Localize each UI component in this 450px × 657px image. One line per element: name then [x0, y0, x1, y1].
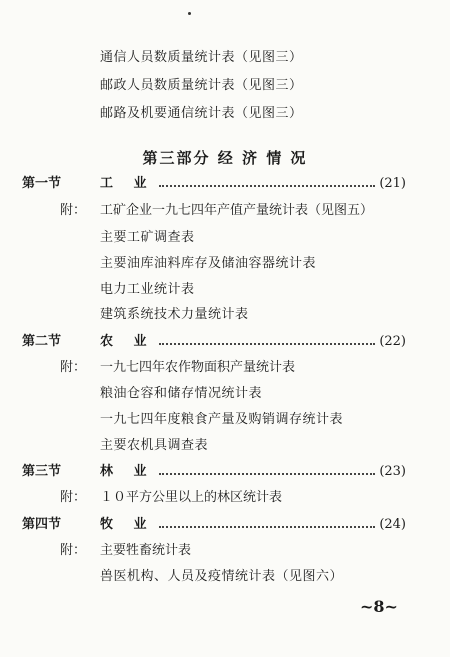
- list-item: 主要农机具调查表: [100, 438, 209, 453]
- list-item: 兽医机构、人员及疫情统计表（见图六）: [100, 569, 344, 584]
- section-page: (21): [379, 176, 406, 191]
- attachment-line: [60, 203, 373, 219]
- section-label: 第四节: [22, 517, 62, 532]
- section-label: 第三节: [22, 464, 62, 479]
- section-title: 林 业: [100, 464, 155, 479]
- list-item: 工矿企业一九七四年产值产量统计表（见图五）: [100, 203, 374, 218]
- attachment-line: [60, 490, 282, 506]
- leader-dots: [159, 472, 376, 475]
- section-title: 工 业: [100, 176, 155, 191]
- list-item: １０平方公里以上的林区统计表: [100, 490, 283, 505]
- section-page: (24): [379, 517, 406, 532]
- section-title: 牧 业: [100, 517, 155, 532]
- list-item: 粮油仓容和储存情况统计表: [100, 386, 263, 401]
- part-heading: 第三部分 经 济 情 况: [142, 149, 308, 167]
- attach-label: 附：: [60, 360, 87, 375]
- list-item: 一九七四年农作物面积产量统计表: [100, 360, 296, 375]
- attachment-line: [60, 543, 191, 559]
- list-item: 通信人员数质量统计表（见图三）: [100, 50, 303, 65]
- section-label: 第二节: [22, 334, 62, 349]
- attachment-line: [60, 360, 295, 376]
- speck-mark: [188, 12, 191, 15]
- attach-label: 附：: [60, 543, 87, 558]
- list-item: 一九七四年度粮食产量及购销调存统计表: [100, 412, 344, 427]
- section-page: (22): [379, 334, 406, 349]
- list-item: 主要油库油料库存及储油容器统计表: [100, 256, 317, 271]
- section-row-3: [22, 464, 406, 480]
- list-item: 建筑系统技术力量统计表: [100, 307, 249, 322]
- attach-label: 附：: [60, 490, 87, 505]
- section-row-1: [22, 176, 406, 192]
- leader-dots: [159, 184, 376, 187]
- section-label: 第一节: [22, 176, 62, 191]
- leader-dots: [159, 525, 376, 528]
- attach-label: 附：: [60, 203, 87, 218]
- section-title: 农 业: [100, 334, 155, 349]
- list-item: 电力工业统计表: [100, 282, 195, 297]
- list-item: 邮政人员数质量统计表（见图三）: [100, 78, 303, 93]
- section-page: (23): [379, 464, 406, 479]
- list-item: 主要牲畜统计表: [100, 543, 192, 558]
- list-item: 邮路及机要通信统计表（见图三）: [100, 106, 303, 121]
- section-row-2: [22, 334, 406, 350]
- leader-dots: [159, 342, 376, 345]
- page-number: ~8~: [360, 597, 398, 616]
- list-item: 主要工矿调查表: [100, 230, 195, 245]
- section-row-4: [22, 517, 406, 533]
